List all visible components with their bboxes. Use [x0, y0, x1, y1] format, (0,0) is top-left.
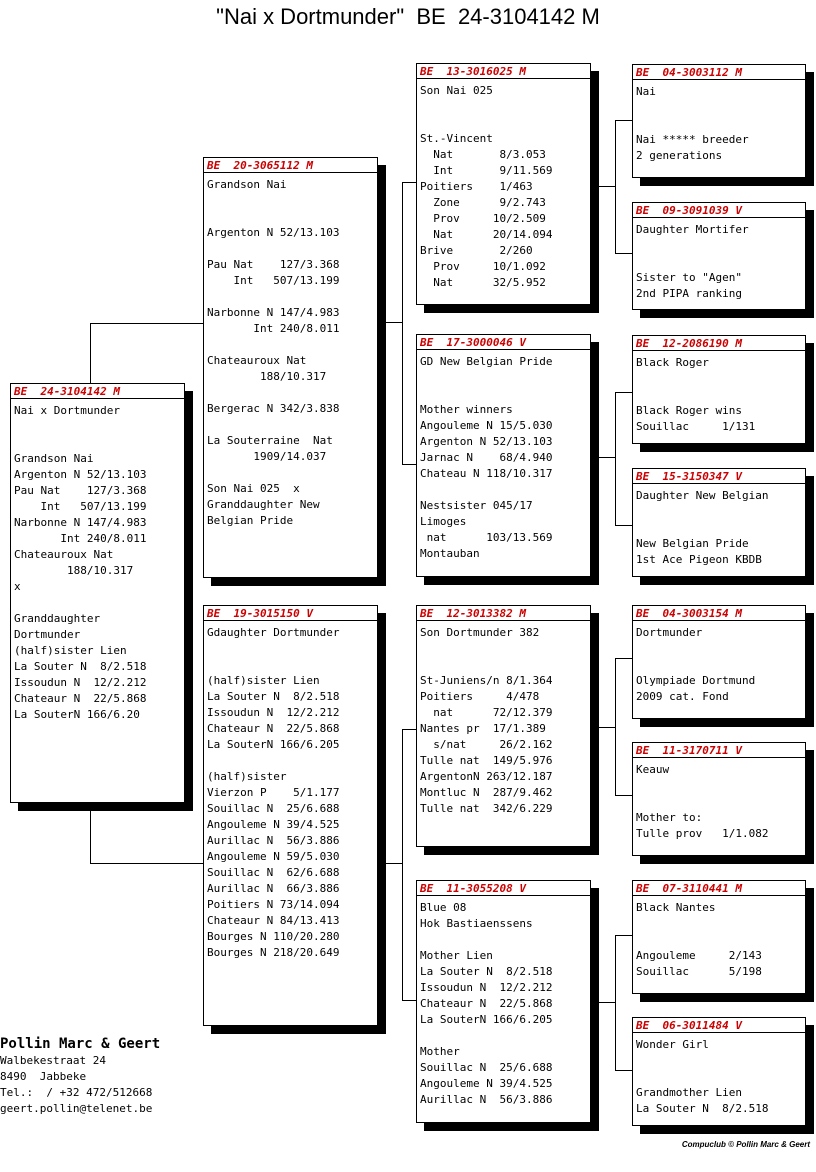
pigeon-card-ggp-5: [632, 605, 806, 719]
connector-line: [615, 120, 633, 121]
pigeon-description: Nai Nai ***** breeder 2 generations: [636, 85, 749, 162]
pigeon-description: Daughter New Belgian New Belgian Pride 1st Ace Pigeon KBDB: [636, 489, 769, 566]
ring-number: BE 17-3000046 V: [417, 335, 590, 350]
pigeon-description: Black Roger Black Roger wins Souillac 1/131: [636, 356, 756, 433]
connector-line: [615, 795, 633, 796]
connector-line: [615, 392, 633, 393]
pigeon-card-ggp-1: [632, 64, 806, 178]
ring-number: BE 19-3015150 V: [204, 606, 377, 621]
connector-line: [615, 525, 633, 526]
pigeon-description: Son Dortmunder 382 St-Juniens/n 8/1.364 Poitiers 4/478 nat 72/12.379 Nantes pr 17/1.389 s/nat 26/2.162 Tulle nat 149/5.976 ArgentonN 263/12.187 Montluc N 287/9.462 Tulle nat 342/6.229: [420, 626, 553, 815]
connector-line: [615, 935, 633, 936]
owner-phone: Tel.: / +32 472/512668: [0, 1086, 153, 1099]
ring-number: BE 24-3104142 M: [11, 384, 184, 399]
connector-line: [384, 322, 402, 323]
pigeon-card-dam: [203, 605, 378, 1026]
pigeon-card-ggp-6: [632, 742, 806, 856]
connector-line: [615, 658, 616, 795]
connector-line: [615, 253, 633, 254]
pigeon-card-sire: [203, 157, 378, 578]
connector-line: [384, 863, 402, 864]
pigeon-card-ggp-2: [632, 202, 806, 310]
pigeon-description: GD New Belgian Pride Mother winners Angouleme N 15/5.030 Argenton N 52/13.103 Jarnac N 68/4.940 Chateau N 118/10.317 Nestsister 045/17 Limoges nat 103/13.569 Montauban: [420, 355, 553, 560]
pigeon-description: Nai x Dortmunder Grandson Nai Argenton N 52/13.103 Pau Nat 127/3.368 Int 507/13.199 Narbonne N 147/4.983 Int 240/8.011 Chateauroux Nat 188/10.317 x Granddaughter Dortmunder (half)sister Lien La Souter N 8/2.518 Issoudun N 12/2.212 Chateaur N 22/5.868 La SouterN 166/6.20: [14, 404, 147, 721]
pigeon-card-ggp-7: [632, 880, 806, 994]
pigeon-description: Gdaughter Dortmunder (half)sister Lien La Souter N 8/2.518 Issoudun N 12/2.212 Chateaur N 22/5.868 La SouterN 166/6.205 (half)sister Vierzon P 5/1.177 Souillac N 25/6.688 Angouleme N 39/4.525 Aurillac N 56/3.886 Angouleme N 59/5.030 Souillac N 62/6.688 Aurillac N 66/3.886 Poitiers N 73/14.094 Chateaur N 84/13.413 Bourges N 110/20.280 Bourges N 218/20.649: [207, 626, 340, 959]
pigeon-card-dam-sire: [416, 605, 591, 847]
pigeon-description: Keauw Mother to: Tulle prov 1/1.082: [636, 763, 769, 840]
owner-name: Pollin Marc & Geert: [0, 1036, 161, 1052]
ring-number: BE 04-3003112 M: [633, 65, 805, 80]
pigeon-description: Blue 08 Hok Bastiaenssens Mother Lien La Souter N 8/2.518 Issoudun N 12/2.212 Chateaur N 22/5.868 La SouterN 166/6.205 Mother Souillac N 25/6.688 Angouleme N 39/4.525 Aurillac N 56/3.886: [420, 901, 553, 1106]
ring-number: BE 06-3011484 V: [633, 1018, 805, 1033]
footer-credit: Compuclub © Pollin Marc & Geert: [681, 1140, 810, 1149]
ring-number: BE 11-3170711 V: [633, 743, 805, 758]
pigeon-description: Daughter Mortifer Sister to "Agen" 2nd PIPA ranking: [636, 223, 749, 300]
pigeon-card-ggp-8: [632, 1017, 806, 1126]
connector-line: [598, 186, 615, 187]
ring-number: BE 20-3065112 M: [204, 158, 377, 173]
connector-line: [598, 1002, 615, 1003]
pigeon-description: Son Nai 025 St.-Vincent Nat 8/3.053 Int 9/11.569 Poitiers 1/463 Zone 9/2.743 Prov 10/2.509 Nat 20/14.094 Brive 2/260 Prov 10/1.092 Nat 32/5.952: [420, 84, 553, 289]
connector-line: [402, 182, 417, 183]
connector-line: [402, 464, 417, 465]
connector-line: [90, 810, 91, 863]
pigeon-card-sire-dam: [416, 334, 591, 577]
connector-line: [615, 1070, 633, 1071]
connector-line: [402, 1000, 417, 1001]
owner-block: [0, 1035, 160, 1117]
connector-line: [615, 935, 616, 1070]
connector-line: [615, 392, 616, 525]
connector-line: [615, 120, 616, 253]
owner-street: Walbekestraat 24: [0, 1054, 106, 1067]
owner-email: geert.pollin@telenet.be: [0, 1102, 153, 1115]
ring-number: BE 13-3016025 M: [417, 64, 590, 79]
ring-number: BE 09-3091039 V: [633, 203, 805, 218]
pigeon-card-ggp-3: [632, 335, 806, 444]
ring-number: BE 04-3003154 M: [633, 606, 805, 621]
connector-line: [90, 323, 91, 383]
connector-line: [598, 457, 615, 458]
pigeon-description: Black Nantes Angouleme 2/143 Souillac 5/198: [636, 901, 762, 978]
pigeon-card-ggp-4: [632, 468, 806, 577]
connector-line: [402, 182, 403, 464]
pigeon-description: Wonder Girl Grandmother Lien La Souter N 8/2.518: [636, 1038, 769, 1115]
pigeon-description: Dortmunder Olympiade Dortmund 2009 cat. Fond: [636, 626, 756, 703]
connector-line: [402, 729, 403, 1000]
pigeon-description: Grandson Nai Argenton N 52/13.103 Pau Nat 127/3.368 Int 507/13.199 Narbonne N 147/4.983 Int 240/8.011 Chateauroux Nat 188/10.317 Bergerac N 342/3.838 La Souterraine Nat 1909/14.037 Son Nai 025 x Granddaughter New Belgian Pride: [207, 178, 340, 527]
ring-number: BE 07-3110441 M: [633, 881, 805, 896]
connector-line: [598, 727, 615, 728]
connector-line: [90, 323, 204, 324]
ring-number: BE 12-3013382 M: [417, 606, 590, 621]
ring-number: BE 15-3150347 V: [633, 469, 805, 484]
connector-line: [402, 729, 417, 730]
owner-city: 8490 Jabbeke: [0, 1070, 87, 1083]
connector-line: [90, 863, 204, 864]
connector-line: [615, 658, 633, 659]
ring-number: BE 12-2086190 M: [633, 336, 805, 351]
pigeon-card-dam-dam: [416, 880, 591, 1123]
pigeon-card-subject: [10, 383, 185, 803]
pedigree-title: "Nai x Dortmunder" BE 24-3104142 M: [216, 4, 600, 29]
pigeon-card-sire-sire: [416, 63, 591, 305]
ring-number: BE 11-3055208 V: [417, 881, 590, 896]
